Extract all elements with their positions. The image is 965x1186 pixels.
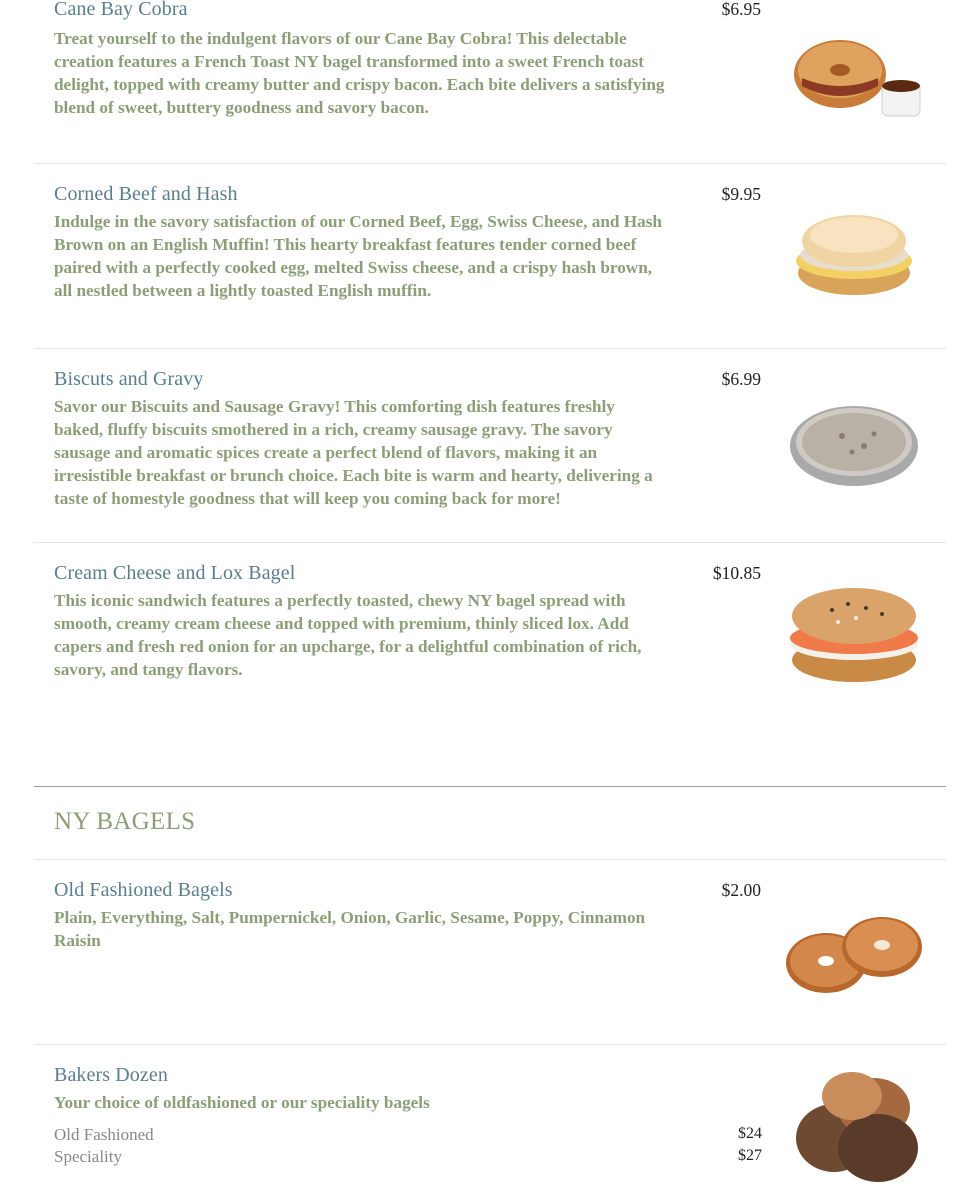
item-description: Treat yourself to the indulgent flavors of our Cane Bay Cobra! This delectable creation features a French Toast NY bagel transformed into a sweet French toast delight, topped with creamy butter and crispy bacon. Each bite delivers a satisfying blend of sweet, buttery goodness and savory bacon. xyxy=(54,29,665,117)
item-name[interactable]: Corned Beef and Hash xyxy=(54,183,238,205)
item-description: Your choice of oldfashioned or our speciality bagels xyxy=(54,1093,430,1112)
menu-item-corned-beef-and-hash[interactable] xyxy=(34,183,946,349)
item-price: $2.00 xyxy=(721,880,761,900)
item-price: $6.95 xyxy=(721,0,761,19)
english-muffin-sandwich-image[interactable] xyxy=(782,195,926,313)
option-row[interactable] xyxy=(54,1125,762,1145)
item-description: This iconic sandwich features a perfectly toasted, chewy NY bagel spread with smooth, creamy cream cheese and topped with premium, thinly sliced lox. Add capers and fresh red onion for an upcharge, for a delightful combination of rich, savory, and tangy flavors. xyxy=(54,591,642,679)
item-name[interactable]: Cream Cheese and Lox Bagel xyxy=(54,562,296,584)
item-description: Plain, Everything, Salt, Pumpernickel, Onion, Garlic, Sesame, Poppy, Cinnamon Raisin xyxy=(54,908,646,950)
bagel-with-syrup-cup-image[interactable] xyxy=(782,16,926,134)
item-price: $9.95 xyxy=(721,184,761,204)
item-name[interactable]: Cane Bay Cobra xyxy=(54,0,188,20)
item-description: Indulge in the savory satisfaction of our Corned Beef, Egg, Swiss Cheese, and Hash Brown on an English Muffin! This hearty breakfast features tender corned beef paired with a perfectly cooked egg, melted Swiss cheese, and a crispy hash brown, all nestled between a lightly toasted English muffin. xyxy=(54,212,662,300)
option-price: $27 xyxy=(738,1147,762,1164)
section-divider xyxy=(34,859,946,860)
menu-item-old-fashioned-bagels[interactable] xyxy=(34,879,946,1045)
menu-item-cream-cheese-and-lox-bagel[interactable] xyxy=(34,562,946,787)
lox-bagel-image[interactable] xyxy=(782,574,926,692)
item-price: $10.85 xyxy=(712,563,761,583)
option-label: Speciality xyxy=(54,1147,122,1166)
menu-item-biscuts-and-gravy[interactable] xyxy=(34,368,946,543)
bagel-pile-image[interactable] xyxy=(782,1068,926,1186)
item-price: $6.99 xyxy=(721,369,761,389)
option-price: $24 xyxy=(738,1125,762,1142)
option-row[interactable] xyxy=(54,1147,762,1167)
two-plain-bagels-image[interactable] xyxy=(782,891,926,1009)
menu-item-cane-bay-cobra[interactable] xyxy=(34,0,946,164)
menu-item-bakers-dozen[interactable] xyxy=(34,1064,946,1164)
item-name[interactable]: Biscuts and Gravy xyxy=(54,368,204,390)
item-name[interactable]: Old Fashioned Bagels xyxy=(54,879,233,901)
section-title-ny-bagels: NY BAGELS xyxy=(54,808,196,835)
item-name[interactable]: Bakers Dozen xyxy=(54,1064,168,1086)
item-description: Savor our Biscuits and Sausage Gravy! This comforting dish features freshly baked, fluffy biscuits smothered in a rich, creamy sausage gravy. The savory sausage and aromatic spices create a perfect blend of flavors, making it an irresistible breakfast or brunch choice. Each bite is warm and hearty, delivering a taste of homestyle goodness that will keep you coming back for more! xyxy=(54,397,653,508)
gravy-tin-image[interactable] xyxy=(782,380,926,498)
option-label: Old Fashioned xyxy=(54,1125,154,1144)
